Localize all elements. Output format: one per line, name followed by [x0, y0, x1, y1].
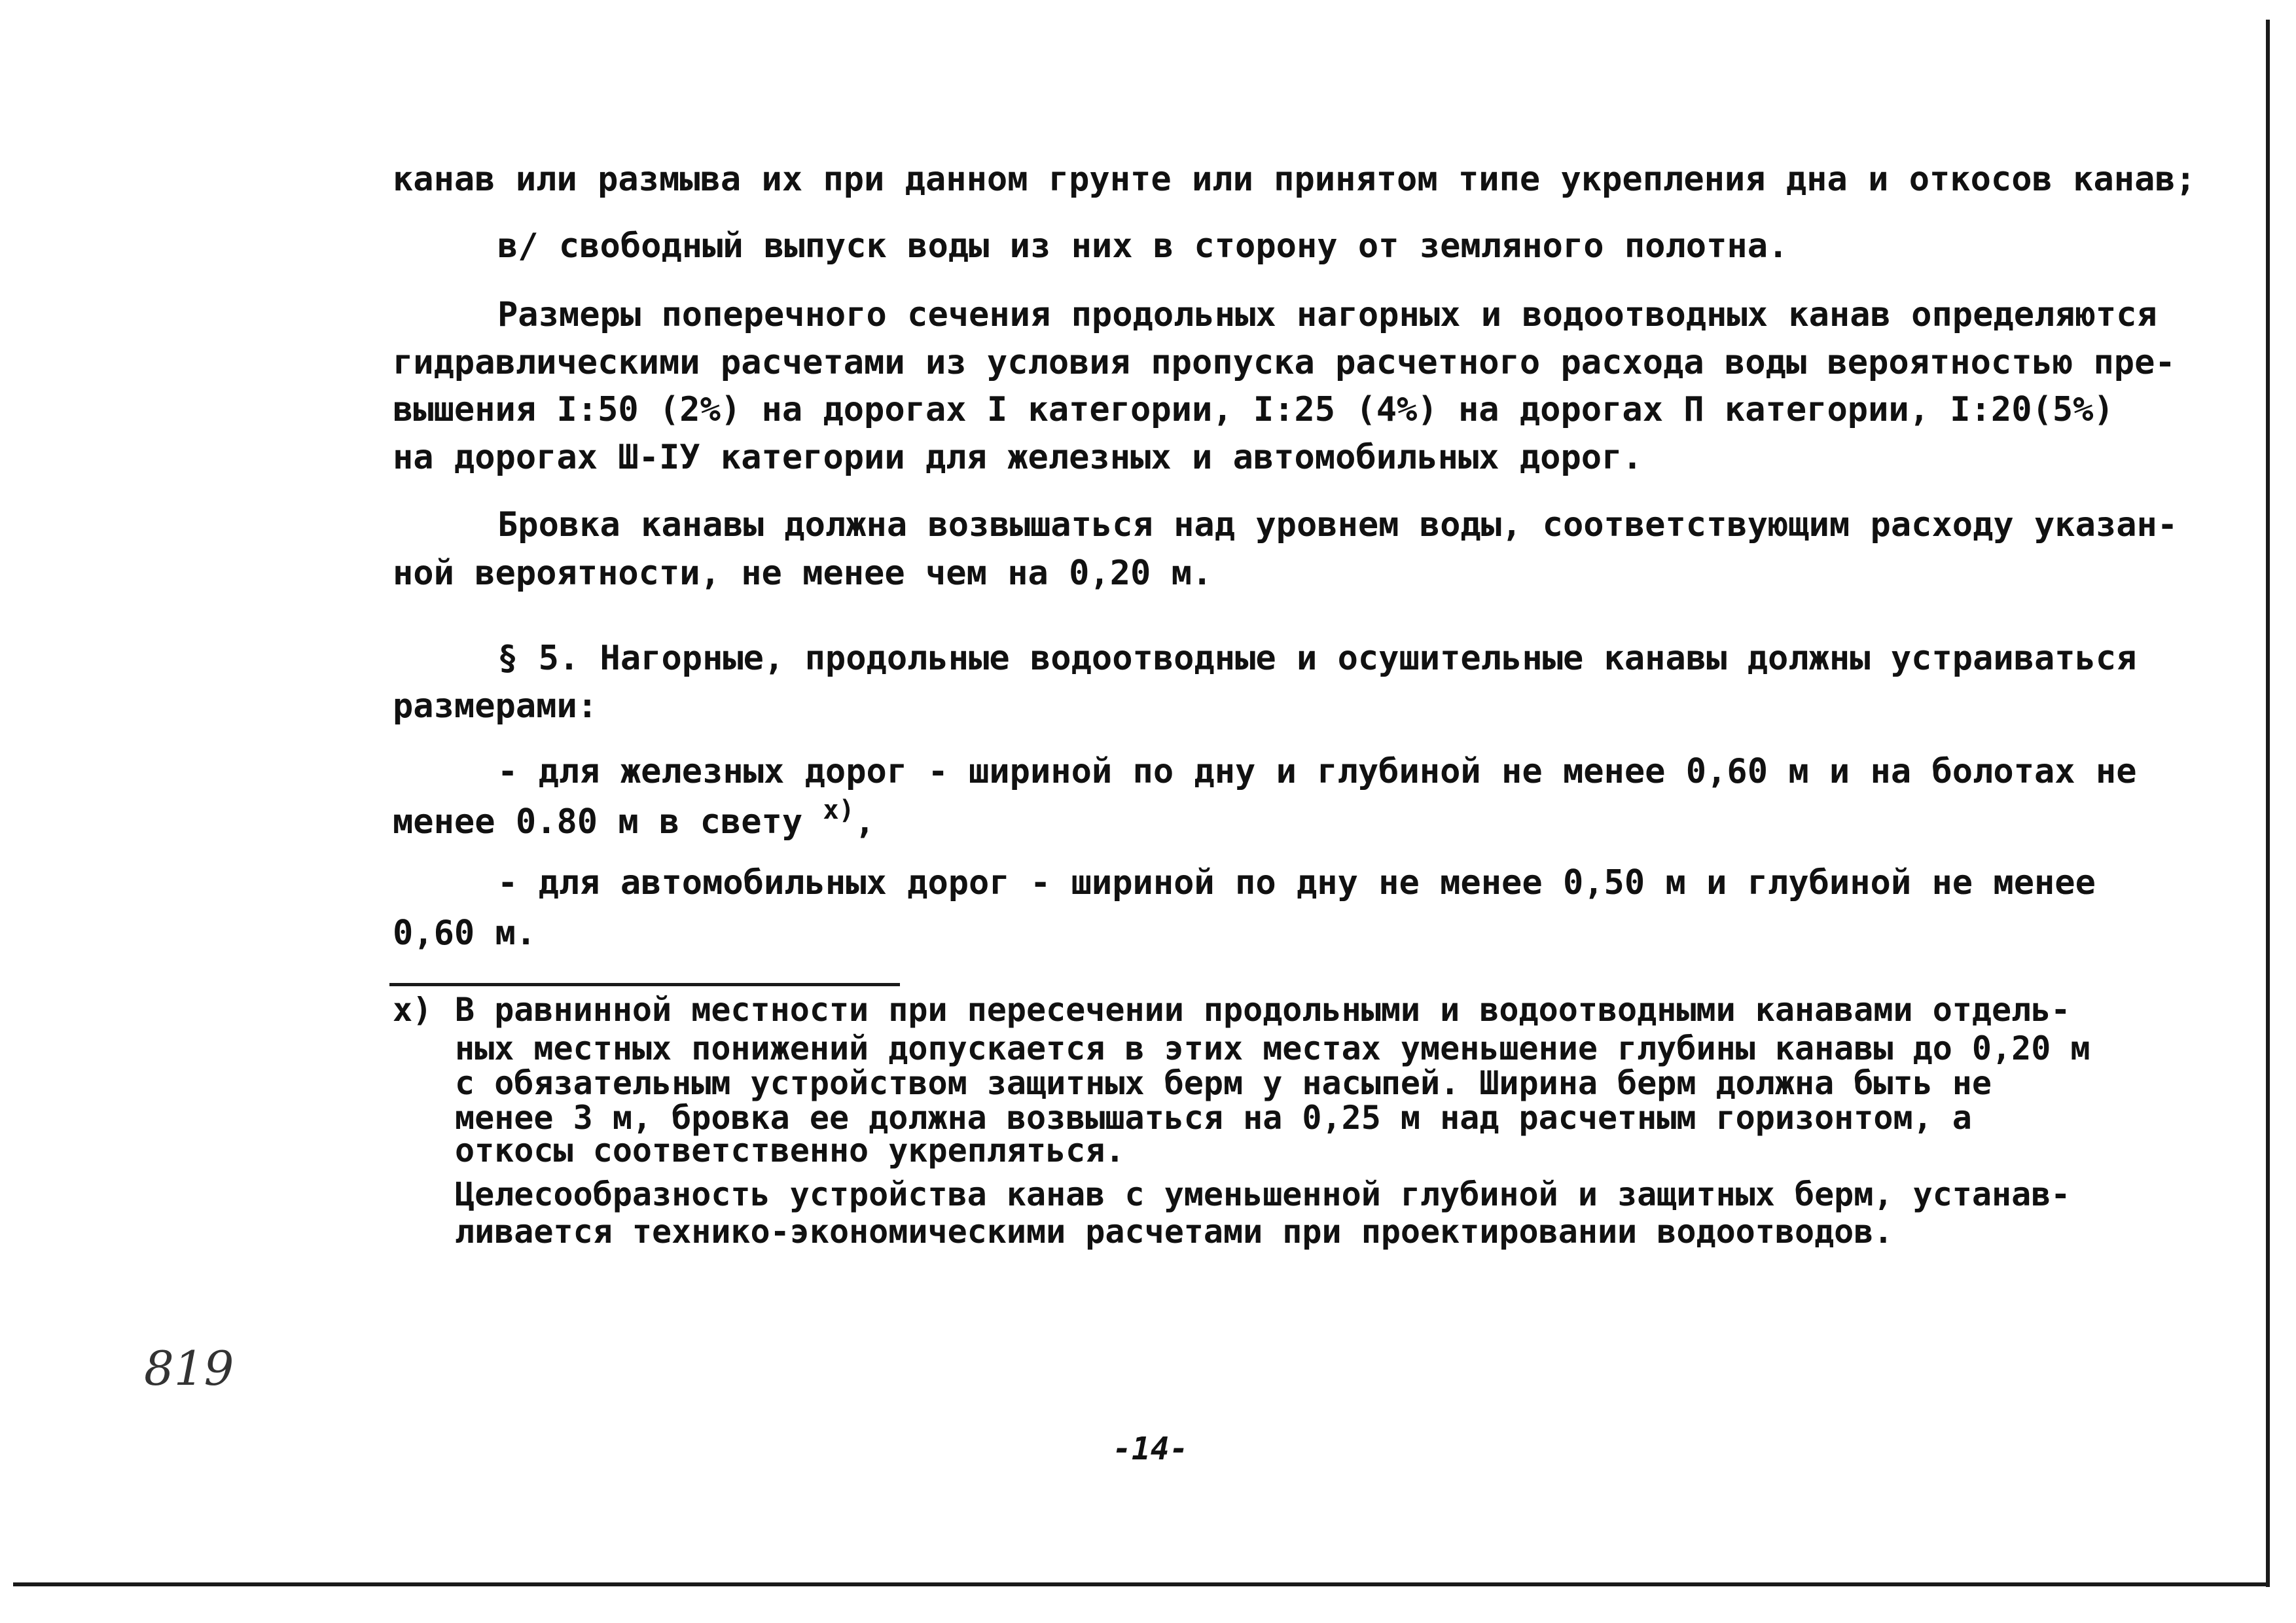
body-line: размерами: [393, 687, 598, 726]
body-line: гидравлическими расчетами из условия пропуска расчетного расхода воды вероятностью пре- [393, 343, 2176, 382]
footnote-line: ливается технико-экономическими расчетами при проектировании водоотводов. [455, 1213, 1893, 1251]
body-text: , [854, 802, 875, 842]
handwritten-page-note: 819 [144, 1341, 234, 1396]
body-line: на дорогах Ш-IУ категории для железных и автомобильных дорог. [393, 438, 1643, 477]
body-line: ной вероятности, не менее чем на 0,20 м. [393, 554, 1213, 593]
body-line: Размеры поперечного сечения продольных нагорных и водоотводных канав определяются [497, 295, 2157, 334]
footnote-line: Целесообразность устройства канав с уменьшенной глубиной и защитных берм, устанав- [455, 1175, 2071, 1213]
page-number: -14- [1113, 1431, 1189, 1467]
footnote-line: менее 3 м, бровка ее должна возвышаться на 0,25 м над расчетным горизонтом, а [455, 1099, 1972, 1137]
body-line: - для железных дорог - шириной по дну и глубиной не менее 0,60 м и на болотах не [497, 752, 2137, 791]
footnote-line: с обязательным устройством защитных берм у насыпей. Ширина берм должна быть не [455, 1064, 1992, 1102]
footnote-reference: х) [823, 795, 855, 825]
body-line [393, 795, 875, 842]
footnote-line: откосы соответственно укрепляться. [455, 1132, 1125, 1169]
body-line: в/ свободный выпуск воды из них в сторону от земляного полотна. [497, 226, 1789, 266]
footnote-line: В равнинной местности при пересечении продольными и водоотводными канавами отдель- [455, 991, 2071, 1029]
section-heading: § 5. Нагорные, продольные водоотводные и осушительные канавы должны устраиваться [497, 639, 2137, 678]
footnote-separator [389, 983, 900, 986]
footnote-line: ных местных понижений допускается в этих местах уменьшение глубины канавы до 0,20 м [455, 1029, 2090, 1067]
footnote-marker: х) [393, 991, 433, 1029]
body-line: 0,60 м. [393, 914, 537, 953]
body-line: Бровка канавы должна возвышаться над уровнем воды, соответствующим расходу указан- [497, 505, 2178, 544]
body-text: менее 0.80 м в свету [393, 802, 803, 842]
body-line: - для автомобильных дорог - шириной по дну не менее 0,50 м и глубиной не менее [497, 863, 2096, 902]
body-line: вышения I:50 (2%) на дорогах I категории, I:25 (4%) на дорогах П категории, I:20(5%) [393, 390, 2114, 429]
page-right-border [2266, 20, 2270, 1587]
body-line: канав или размыва их при данном грунте или принятом типе укрепления дна и откосов канав; [393, 160, 2196, 199]
page-bottom-border [13, 1582, 2270, 1586]
